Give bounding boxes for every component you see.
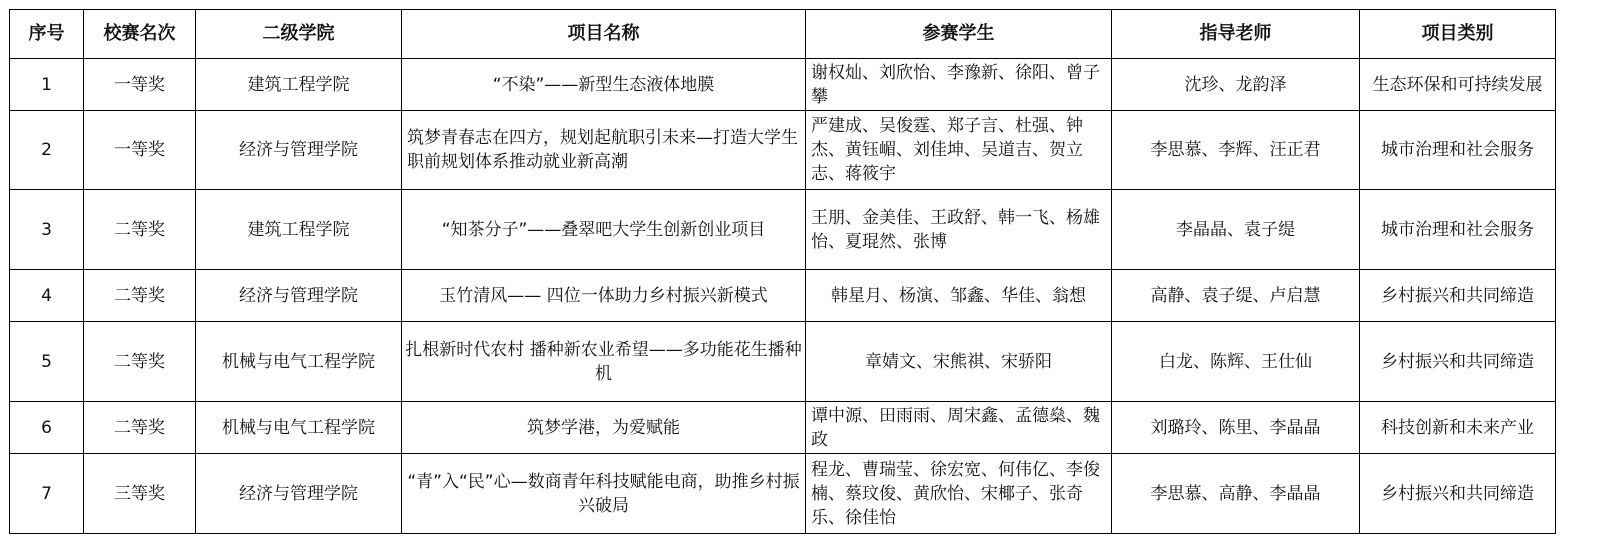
cell-students: 谭中源、田雨雨、周宋鑫、孟德燊、魏政 bbox=[806, 402, 1112, 454]
cell-college: 经济与管理学院 bbox=[196, 454, 402, 534]
cell-category: 乡村振兴和共同缔造 bbox=[1360, 454, 1556, 534]
header-project: 项目名称 bbox=[402, 10, 806, 59]
cell-project: “青”入“民”心—数商青年科技赋能电商，助推乡村振兴破局 bbox=[402, 454, 806, 534]
table-row bbox=[10, 454, 1556, 534]
cell-teachers: 高静、袁子缇、卢启慧 bbox=[1112, 270, 1360, 322]
cell-college: 经济与管理学院 bbox=[196, 270, 402, 322]
award-table bbox=[9, 9, 1556, 534]
cell-no: 6 bbox=[10, 402, 84, 454]
cell-teachers: 刘璐玲、陈里、李晶晶 bbox=[1112, 402, 1360, 454]
cell-category: 生态环保和可持续发展 bbox=[1360, 59, 1556, 111]
cell-rank: 一等奖 bbox=[84, 111, 196, 190]
header-college: 二级学院 bbox=[196, 10, 402, 59]
table-row bbox=[10, 402, 1556, 454]
table-row bbox=[10, 190, 1556, 270]
cell-project: 扎根新时代农村 播种新农业希望——多功能花生播种机 bbox=[402, 322, 806, 402]
cell-college: 经济与管理学院 bbox=[196, 111, 402, 190]
cell-project: 玉竹清风—— 四位一体助力乡村振兴新模式 bbox=[402, 270, 806, 322]
cell-students: 程龙、曹瑞莹、徐宏宽、何伟亿、李俊楠、蔡玟俊、黄欣怡、宋椰子、张奇乐、徐佳怡 bbox=[806, 454, 1112, 534]
table-row bbox=[10, 270, 1556, 322]
cell-college: 建筑工程学院 bbox=[196, 59, 402, 111]
cell-rank: 二等奖 bbox=[84, 190, 196, 270]
cell-college: 机械与电气工程学院 bbox=[196, 402, 402, 454]
table-row bbox=[10, 59, 1556, 111]
cell-students: 韩星月、杨演、邹鑫、华佳、翁想 bbox=[806, 270, 1112, 322]
table-container bbox=[9, 9, 1556, 534]
header-category: 项目类别 bbox=[1360, 10, 1556, 59]
header-rank: 校赛名次 bbox=[84, 10, 196, 59]
cell-teachers: 白龙、陈辉、王仕仙 bbox=[1112, 322, 1360, 402]
cell-category: 科技创新和未来产业 bbox=[1360, 402, 1556, 454]
cell-no: 7 bbox=[10, 454, 84, 534]
cell-no: 3 bbox=[10, 190, 84, 270]
table-row bbox=[10, 322, 1556, 402]
cell-college: 机械与电气工程学院 bbox=[196, 322, 402, 402]
cell-teachers: 李晶晶、袁子缇 bbox=[1112, 190, 1360, 270]
cell-college: 建筑工程学院 bbox=[196, 190, 402, 270]
header-students: 参赛学生 bbox=[806, 10, 1112, 59]
cell-students: 严建成、吴俊霆、郑子言、杜强、钟杰、黄钰嵋、刘佳坤、吴道吉、贺立志、蒋筱宇 bbox=[806, 111, 1112, 190]
cell-teachers: 李思慕、李辉、汪正君 bbox=[1112, 111, 1360, 190]
cell-teachers: 沈珍、龙韵泽 bbox=[1112, 59, 1360, 111]
cell-no: 5 bbox=[10, 322, 84, 402]
cell-project: “知茶分子”——叠翠吧大学生创新创业项目 bbox=[402, 190, 806, 270]
cell-category: 乡村振兴和共同缔造 bbox=[1360, 270, 1556, 322]
cell-category: 乡村振兴和共同缔造 bbox=[1360, 322, 1556, 402]
cell-project: 筑梦学港，为爱赋能 bbox=[402, 402, 806, 454]
cell-rank: 一等奖 bbox=[84, 59, 196, 111]
cell-rank: 二等奖 bbox=[84, 322, 196, 402]
header-no: 序号 bbox=[10, 10, 84, 59]
cell-no: 2 bbox=[10, 111, 84, 190]
cell-project: “不染”——新型生态液体地膜 bbox=[402, 59, 806, 111]
cell-rank: 二等奖 bbox=[84, 270, 196, 322]
cell-no: 4 bbox=[10, 270, 84, 322]
cell-no: 1 bbox=[10, 59, 84, 111]
table-header-row bbox=[10, 10, 1556, 59]
cell-teachers: 李思慕、高静、李晶晶 bbox=[1112, 454, 1360, 534]
cell-rank: 二等奖 bbox=[84, 402, 196, 454]
table-row bbox=[10, 111, 1556, 190]
cell-students: 章婧文、宋熊祺、宋骄阳 bbox=[806, 322, 1112, 402]
header-teachers: 指导老师 bbox=[1112, 10, 1360, 59]
cell-project: 筑梦青春志在四方，规划起航职引未来—打造大学生职前规划体系推动就业新高潮 bbox=[402, 111, 806, 190]
cell-students: 谢权灿、刘欣怡、李豫新、徐阳、曾子攀 bbox=[806, 59, 1112, 111]
cell-category: 城市治理和社会服务 bbox=[1360, 111, 1556, 190]
cell-rank: 三等奖 bbox=[84, 454, 196, 534]
cell-students: 王朋、金美佳、王政舒、韩一飞、杨雄怡、夏琨然、张博 bbox=[806, 190, 1112, 270]
cell-category: 城市治理和社会服务 bbox=[1360, 190, 1556, 270]
